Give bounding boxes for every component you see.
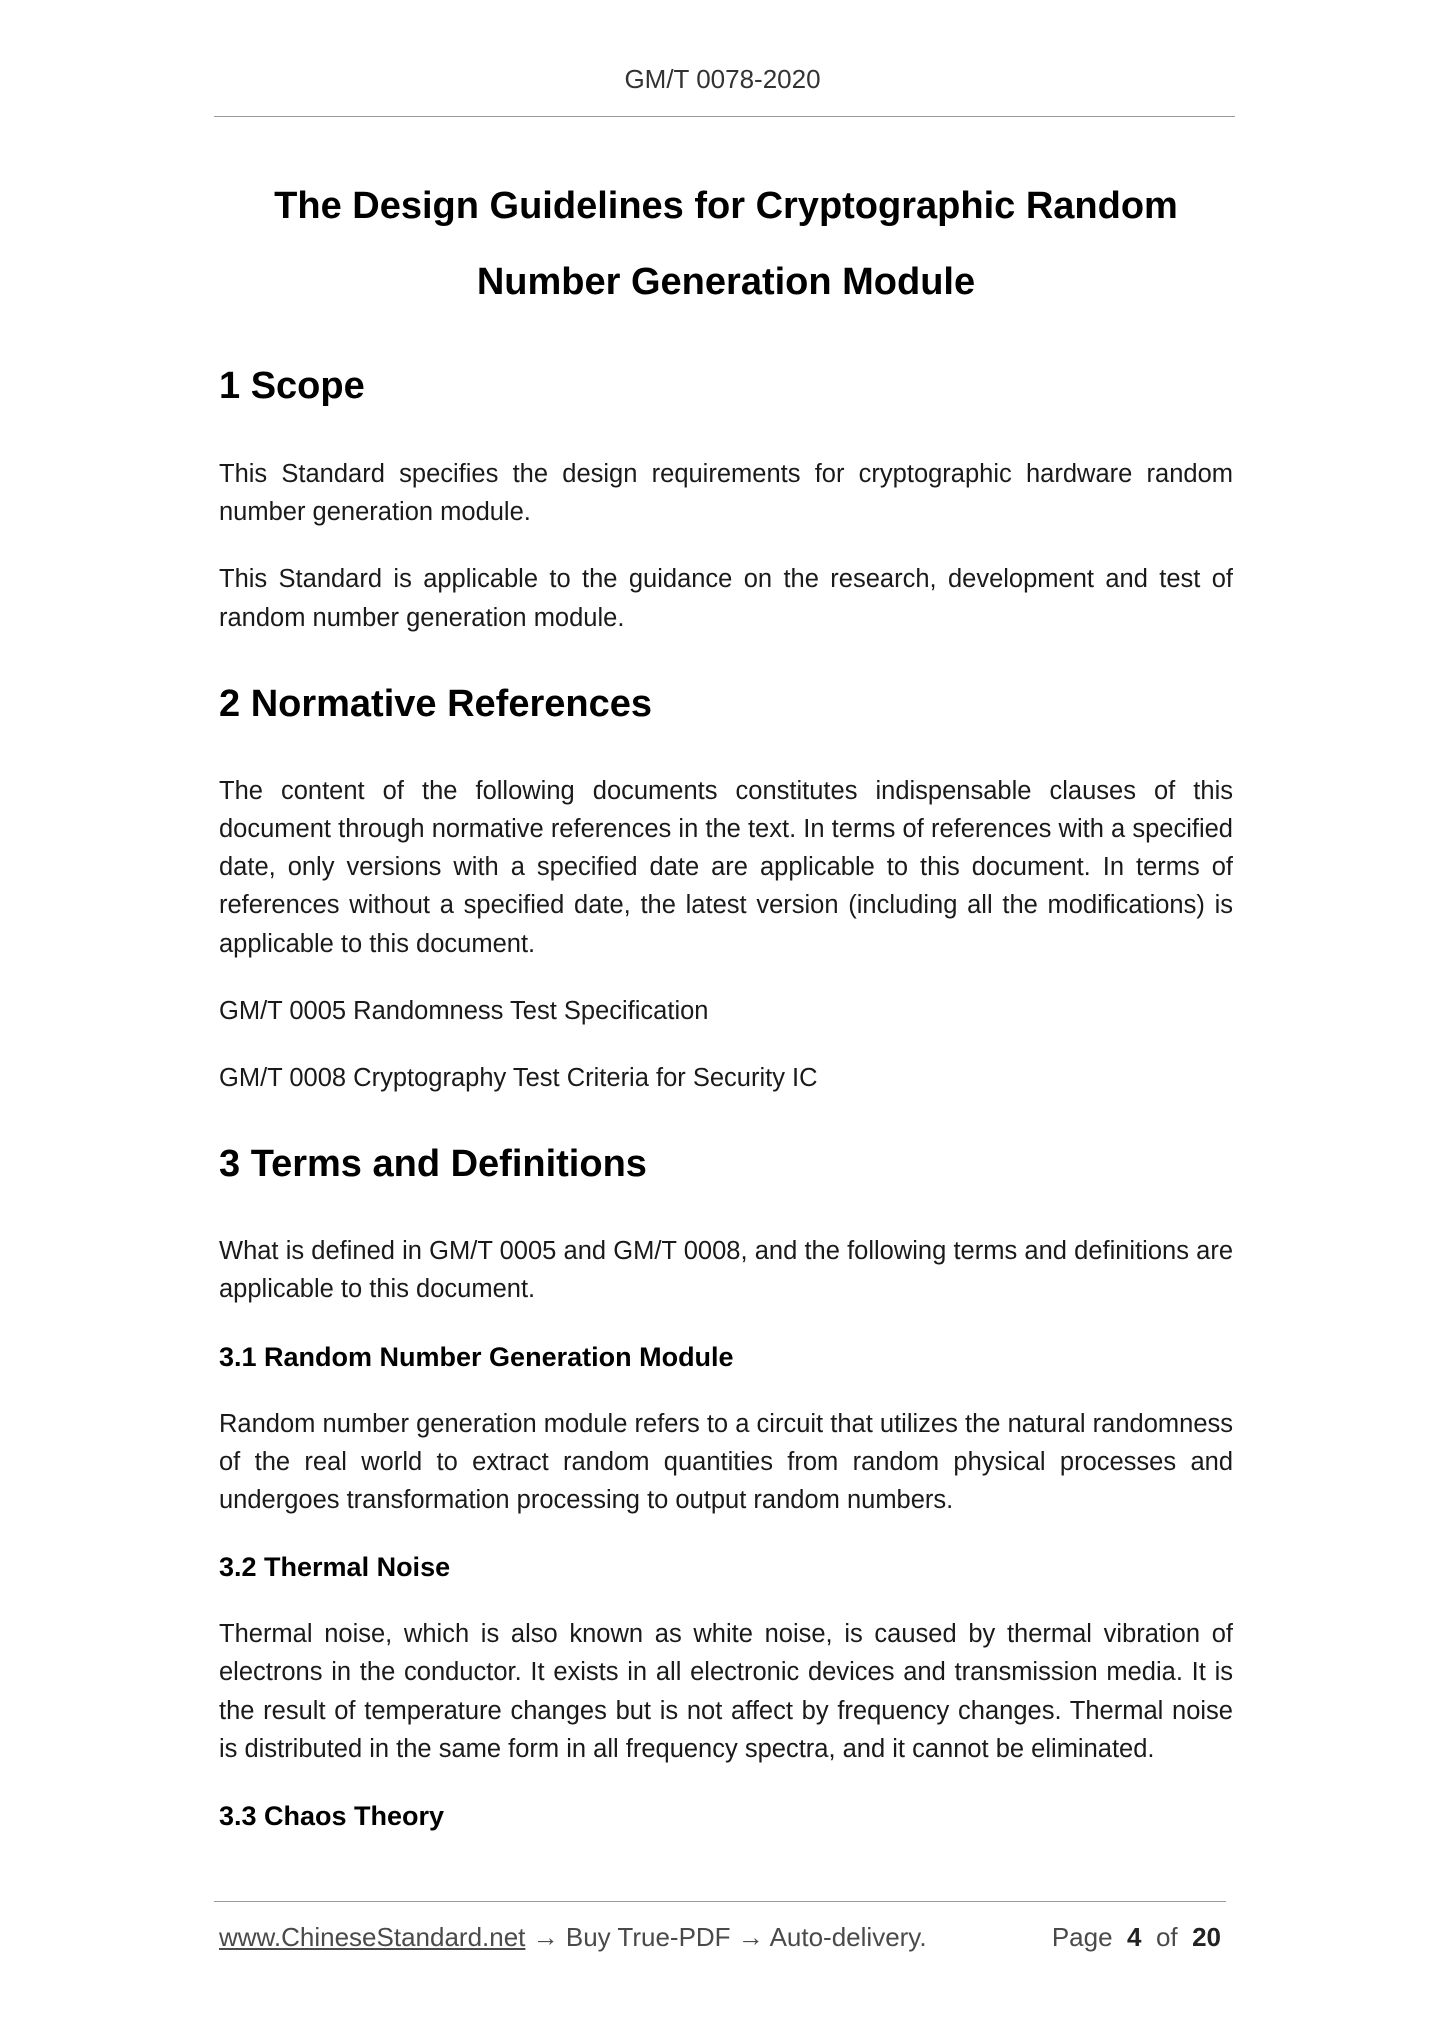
subsection-heading-3-2: 3.2 Thermal Noise bbox=[219, 1552, 451, 1583]
reference-gmt-0008: GM/T 0008 Cryptography Test Criteria for Security IC bbox=[219, 1064, 818, 1093]
subsection-heading-3-3: 3.3 Chaos Theory bbox=[219, 1801, 445, 1832]
header-divider bbox=[214, 116, 1235, 117]
current-page-number: 4 bbox=[1127, 1922, 1142, 1952]
section-heading-terms-and-definitions: 3 Terms and Definitions bbox=[219, 1143, 647, 1186]
of-label: of bbox=[1155, 1922, 1178, 1952]
document-title-line-1: The Design Guidelines for Cryptographic Random bbox=[274, 185, 1178, 227]
document-id-header: GM/T 0078-2020 bbox=[624, 64, 821, 94]
page-label: Page bbox=[1051, 1922, 1113, 1952]
page-footer bbox=[219, 1922, 1227, 1953]
normative-paragraph: The content of the following documents constitutes indispensable clauses of this document through normative references in the text. In terms of references with a specified date, only versions with a specified date are applicable to this document. In terms of references without a specified date, the latest version (including all the modifications) is applicable to this document. bbox=[219, 776, 1233, 958]
section-heading-scope: 1 Scope bbox=[219, 365, 365, 407]
footer-promo-text: → Buy True-PDF → Auto-delivery. bbox=[525, 1922, 927, 1952]
page-content bbox=[219, 168, 1233, 1835]
total-page-count: 20 bbox=[1192, 1922, 1221, 1952]
terms-intro-paragraph: What is defined in GM/T 0005 and GM/T 0008, and the following terms and definitions are applicable to this document. bbox=[219, 1237, 1233, 1304]
footer-divider bbox=[214, 1901, 1226, 1902]
scope-paragraph-1: This Standard specifies the design requirements for cryptographic hardware random number generation module. bbox=[219, 460, 1233, 527]
section-heading-normative-references: 2 Normative References bbox=[219, 682, 652, 725]
subsection-heading-3-1: 3.1 Random Number Generation Module bbox=[219, 1341, 734, 1372]
site-link[interactable]: www.ChineseStandard.net bbox=[219, 1922, 526, 1952]
subsection-3-1-text: Random number generation module refers to a circuit that utilizes the natural randomness of the real world to extract random quantities from random physical processes and undergoes transformation processing to output random numbers. bbox=[219, 1409, 1233, 1515]
reference-gmt-0005: GM/T 0005 Randomness Test Specification bbox=[219, 996, 709, 1025]
document-title-line-2: Number Generation Module bbox=[476, 261, 976, 303]
page-indicator bbox=[1052, 1922, 1221, 1953]
subsection-3-2-text: Thermal noise, which is also known as white noise, is caused by thermal vibration of electrons in the conductor. It exists in all electronic devices and transmission media. It is the result of temperature changes but is not affect by frequency changes. Thermal noise is distributed in the same form in all frequency spectra, and it cannot be eliminated. bbox=[219, 1620, 1233, 1763]
scope-paragraph-2: This Standard is applicable to the guidance on the research, development and test of random number generation module. bbox=[219, 565, 1233, 632]
